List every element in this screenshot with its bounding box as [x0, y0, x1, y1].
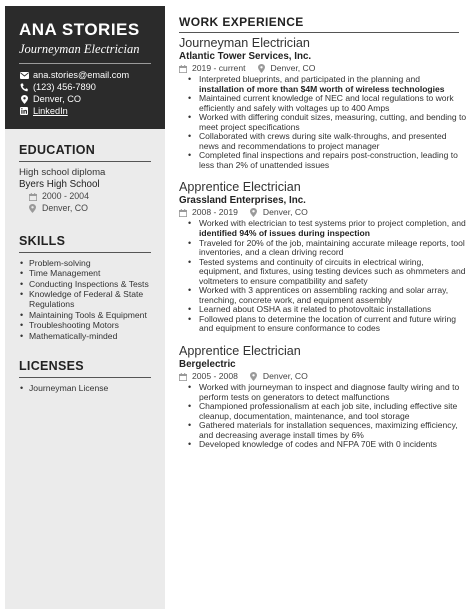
contact-list [19, 69, 151, 117]
list-item: • Championed professionalism at each job site, including effective site cleanup, documentation, maintenance, and tool storage [179, 402, 467, 421]
list-item: • Traveled for 20% of the job, maintaining accurate mileage reports, tool inventories, and a clean driving record [179, 239, 467, 258]
candidate-name: ANA STORIES [19, 20, 140, 39]
job-meta [179, 207, 467, 218]
job-meta [179, 371, 467, 382]
job-title: Journeyman Electrician [179, 36, 310, 50]
list-item: • Tested systems and continuity of circuits in electrical wiring, equipment, and fixtures, using testing devices such as ohmmeters and voltmeters to ensure compatibility and safety [179, 258, 467, 287]
list-item: • Followed plans to determine the location of current and future wiring and equipment to ensure conformance to codes [179, 315, 467, 334]
linkedin-icon [19, 107, 29, 115]
education-divider [19, 161, 151, 162]
job-dates: 2005 - 2008 [192, 371, 238, 382]
map-pin-icon [250, 208, 259, 217]
job-title: Apprentice Electrician [179, 180, 301, 195]
job-location: Denver, CO [262, 207, 308, 218]
work-experience-section [179, 15, 467, 450]
education-school: Byers High School [19, 179, 100, 190]
map-pin-icon [258, 64, 267, 73]
licenses-section [19, 359, 151, 393]
job-dates: 2008 - 2019 [192, 207, 238, 218]
job-title: Apprentice Electrician [179, 344, 301, 359]
skills-section [19, 234, 151, 341]
education-heading: EDUCATION [19, 143, 96, 157]
contact-phone[interactable]: (123) 456-7890 [33, 82, 96, 92]
title-divider [19, 63, 151, 64]
education-location: Denver, CO [42, 202, 88, 213]
education-degree: High school diploma [19, 167, 106, 178]
list-item: • Knowledge of Federal & State Regulations [19, 289, 151, 309]
calendar-icon [179, 373, 188, 381]
contact-email-row [19, 69, 151, 81]
work-heading: WORK EXPERIENCE [179, 15, 304, 29]
job-location: Denver, CO [270, 63, 316, 73]
calendar-icon [179, 209, 188, 217]
list-item: • Troubleshooting Motors [19, 320, 151, 330]
list-item: • Worked with 3 apprentices on assembling racking and solar array, trenching, concrete work, and equipment assembly [179, 286, 467, 305]
education-location-row [29, 203, 151, 215]
education-dates-row [29, 191, 151, 203]
list-item: • Collaborated with crews during site walk-throughs, and presented news and recommendations to project manager [179, 132, 467, 151]
work-divider [179, 32, 459, 33]
list-item: • Worked with journeyman to inspect and diagnose faulty wiring and to perform tests on generators to detect malfunctions [179, 383, 467, 402]
list-item: • Worked with differing conduit sizes, measuring, cutting, and bending to meet project specifications [179, 113, 467, 132]
list-item: • Conducting Inspections & Tests [19, 279, 151, 289]
header-box [5, 6, 165, 129]
skills-heading: SKILLS [19, 234, 66, 248]
job-meta [179, 63, 467, 74]
list-item: • Mathematically-minded [19, 331, 151, 341]
candidate-title: Journeyman Electrician [19, 42, 140, 56]
left-column [5, 6, 165, 609]
contact-linkedin-link[interactable]: LinkedIn [33, 106, 68, 116]
job-location: Denver, CO [262, 371, 308, 382]
contact-phone-row [19, 81, 151, 93]
skills-list [19, 258, 151, 341]
list-item: • Completed final inspections and repairs post-construction, leading to less than 2% of unattended issues [179, 151, 467, 170]
job-company: Grassland Enterprises, Inc. [179, 195, 306, 207]
contact-location: Denver, CO [33, 94, 81, 104]
list-item: • Worked with electrician to test systems prior to project completion, and identified 94% of issues during inspection [179, 219, 467, 238]
job-dates: 2019 - current [192, 63, 246, 73]
list-item: • Developed knowledge of codes and NFPA 70E with 0 incidents [179, 440, 467, 450]
list-item: • Gathered materials for installation sequences, maximizing efficiency, and decreasing average install times by 6% [179, 421, 467, 440]
licenses-divider [19, 377, 151, 378]
envelope-icon [19, 72, 29, 79]
list-item: • Maintained current knowledge of NEC and local regulations to work efficiently and safely with voltages up to 400 Amps [179, 94, 467, 113]
phone-icon [19, 83, 29, 92]
contact-email[interactable]: ana.stories@email.com [33, 70, 130, 80]
contact-location-row [19, 93, 151, 105]
map-pin-icon [19, 95, 29, 104]
job-company: Atlantic Tower Services, Inc. [179, 51, 312, 62]
job-company: Bergelectric [179, 359, 236, 371]
job-bullets [179, 219, 467, 334]
job-bullets [179, 75, 467, 170]
list-item: • Interpreted blueprints, and participated in the planning and installation of more than $4M worth of wireless technologies [179, 75, 467, 94]
licenses-heading: LICENSES [19, 358, 84, 373]
list-item: • Maintaining Tools & Equipment [19, 310, 151, 320]
skills-divider [19, 252, 151, 253]
list-item: • Problem-solving [19, 258, 151, 268]
contact-linkedin-row [19, 105, 151, 117]
sidebar [5, 129, 165, 609]
map-pin-icon [250, 372, 259, 381]
calendar-icon [29, 193, 38, 201]
education-section [19, 143, 151, 214]
list-item: • Journeyman License [19, 383, 151, 393]
job-entry [179, 36, 467, 170]
calendar-icon [179, 65, 188, 73]
job-entry [179, 344, 467, 450]
job-entry [179, 180, 467, 334]
job-bullets [179, 383, 467, 450]
list-item: • Time Management [19, 268, 151, 278]
licenses-list [19, 383, 151, 393]
map-pin-icon [29, 204, 38, 213]
education-dates: 2000 - 2004 [42, 191, 89, 201]
list-item: • Learned about OSHA as it related to photovoltaic installations [179, 305, 467, 315]
